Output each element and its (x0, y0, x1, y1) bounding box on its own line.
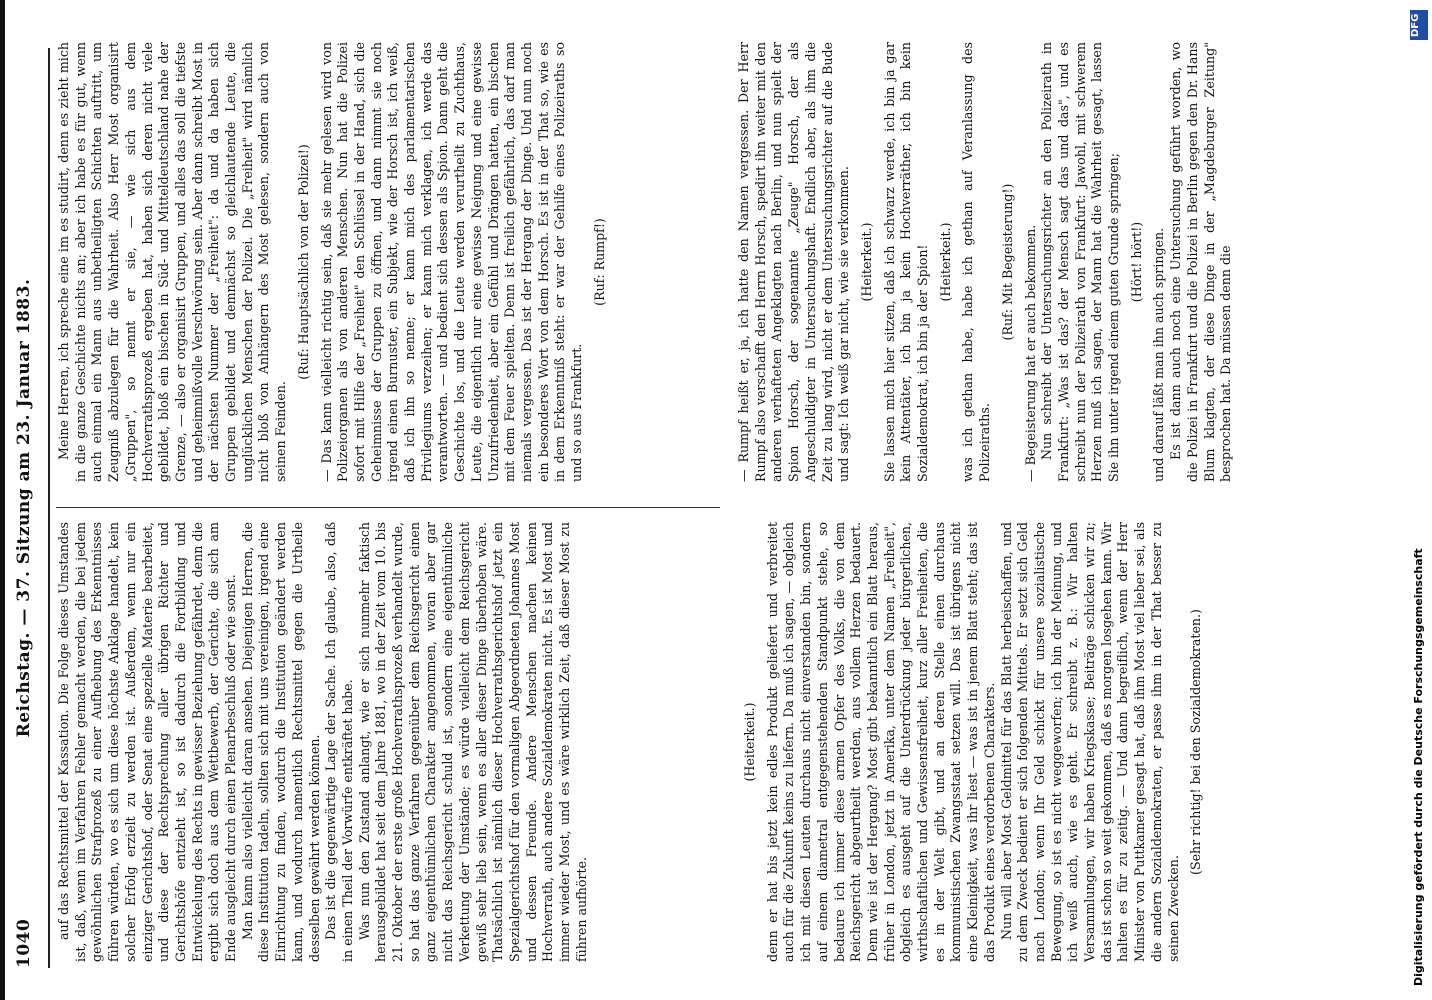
paragraph: Sie lassen mich hier sitzen, daß ich schwarz werde, ich bin ja gar kein Attentäter, ich bin ja kein Hochverräther, ich bin kein Sozialdemokrat, ich bin ja der Spion! (881, 42, 931, 482)
dfg-logo: DFG (1410, 10, 1428, 40)
paragraph: auf das Rechtsmittel der Kassation. Die Folge dieses Umstandes ist, daß, wenn im Verfahren Fehler gemacht werden, die bei jedem gewöhnlichen Strafprozeß zu einer Aufhebung des Erkenntnisses führen würden, wo es sich um diese höchste Anklage handelt, kein solcher Erfolg erzielt zu werden ist. Außerdem, wenn nur ein einziger Gerichtshof, oder Senat eine spezielle Materie bearbeitet, und diese der Rechtsprechung aller übrigen Richter und Gerichtshöfe entzieht ist, so ist dadurch die Fortbildung und Entwickelung des Rechts in gewisser Beziehung gefährdet, denn die ergibt sich doch aus dem Wettbewerb, der Gerichte, die sich am Ende ausgleicht durch einen Plenarbeschluß oder wie sonst. (56, 522, 239, 962)
paragraph: Nun schreibt der Untersuchungsrichter an den Polizeirath in Frankfurt: „Was ist das? der Mensch sagt das und das", und es schreibt nun der Polizeirath von Frankfurt: Jawohl, mit schwerem Herzen muß ich sagen, der Mann hat die Wahrheit gesagt, lassen Sie ihn unter irgend einem guten Grunde springen; (1039, 42, 1122, 482)
paragraph: was ich gethan habe, habe ich gethan auf Veranlassung des Polizeiraths. (960, 42, 993, 482)
paragraph: Meine Herren, ich spreche eine im es studirt, denn es zieht mich in die ganze Geschichte nichts an; aber ich habe es für gut, wenn auch einmal ein Mann aus unbetheiligten Schichten auftritt, um Zeugniß abzulegen für die Wahrheit. Also Herr Most organisirt „Gruppen", so nennt er sie, — wie sich aus dem Hochverrathsprozeß ergeben hat, haben sich deren nicht viele gebildet, bloß ein bischen in Süd- und Mitteldeutschland nahe der Grenze, — also er organisirt Gruppen, und alles das soll die tiefste und geheimnißvolle Verschwörung sein. Aber dann schreibt Most in der nächsten Nummer der „Freiheit": da und da haben sich Gruppen gebildet und demnächst so gleichlautende Leute, die unglücklichen Menschen der Polizei. Die „Freiheit" wird nämlich nicht bloß von Anhängern des Most gelesen, sondern auch von seinen Feinden. (56, 42, 289, 482)
paragraph: Das ist die gegenwärtige Lage der Sache. Ich glaube, also, daß in einen Theil der Vorwürfe entkräftet habe. (323, 522, 355, 962)
paragraph: Nun will aber Most Geldmittel für das Blatt herbeischaffen, und zu dem Zweck bedient er sich folgenden Mittels. Er setzt sich Geld nach London; wenn Ihr Geld schickt für unsere sozialistische Bewegung, so ist es nicht weggeworfen; ich bin der Meinung, und ich weiß auch, wie es geht. Er schreibt z. B.: Wir halten Versammlungen, wir haben Kriegskasse; Beiträge schicken wir zu; das ist schon so weit gekommen, daß es morgen losgehen kann. Wir halten es für zu zeitig. — Und dann begreiflich, wenn der Herr Minister von Puttkamer gesagt hat, daß ihm Most viel lieber sei, als die andern Sozialdemokraten, er passe ihm in der That besser zu seinen Zwecken. (998, 522, 1181, 962)
paragraph: Man kann also vielleicht daran ansehen. Diejenigen Herren, die diese Institution tadeln, sollten sich mit uns vereinigen, irgend eine Einrichtung zu finden, wodurch die Institution geändert werden kann, und wodurch namentlich Rechtsmittel gegen die Urtheile desselben gewährt werden können. (239, 522, 322, 962)
digitization-note: Digitalisierung gefördert durch die Deutsche Forschungsgemeinschaft (1412, 548, 1425, 986)
interjection: (Heiterkeit.) (937, 222, 953, 302)
paragraph: — Rumpf heißt er, ja, ich hatte den Namen vergessen. Der Herr Rumpf also verschafft den Herrn Horsch, spedirt ihn weiter mit den anderen verhafteten Angeklagten nach Berlin, und nun spielt der Spion Horsch, der sogenannte „Zeuge" Horsch, der als Angeschuldigter in Untersuchungshaft. Endlich aber, als ihm die Zeit zu lang wird, nicht er dem Untersuchungsrichter auf die Bude und sagt: Ich weiß gar nicht, wie sie verkommen. (736, 42, 852, 482)
paragraph: denn er hat bis jetzt kein edles Produkt geliefert und verbreitet auch für die Zukunft keins zu liefern. Da muß ich sagen, — obgleich ich mit diesen Leuten durchaus nicht einverstanden bin, sondern auf einem diametral entgegenstehenden Standpunkt stehe, so bedaure ich immer diese armen Opfer des Volks, die von dem Reichsgericht abgeurtheilt werden, aus vollem Herzen bedauert. Denn wie ist der Hergang? Most gibt bekanntlich ein Blatt heraus, früher in London, jetzt in Amerika, unter dem Namen „Freiheit", obgleich es ausgeht auf die Unterdrückung jeder bürgerlichen, wirthschaftlichen und Gewissensfreiheit, kurz aller Freiheiten, die es in der Welt gibt, und an deren Stelle einen durchaus kommunistischen Zwangsstaat setzen will. Das ist übrigens nicht eine Kleinigkeit, was ihr liest — was ist in jenem Blatt steht; das ist das Produkt eines verdorbenen Charakters. (764, 522, 997, 962)
paragraph: Was nun den Zustand anlangt, wie er sich nunmehr faktisch herausgebildet hat seit dem Jahre 1881, wo in der Zeit vom 10. bis 21. Oktober der erste große Hochverrathsprozeß verhandelt wurde, so hat das ganze Verfahren gegenüber dem Reichsgericht einen ganz eigenthümlichen Charakter angenommen, woran aber gar nicht das Reichsgericht schuld ist, sondern eine eigenthümliche Verkettung der Umstände; es würde vielleicht dem Reichsgericht gewiß sehr lieb sein, wenn es aller dieser Dinge überhoben wäre. Thatsächlich ist nämlich dieser Hochverrathsgerichtshof jetzt ein Spezialgerichtshof für den vormaligen Abgeordneten Johannes Most und dessen Freunde. Andere Menschen machen keinen Hochverrath, auch andere Sozialdemokraten nicht. Es ist Most und immer wieder Most, und es wäre wirklich Zeit, daß dieser Most zu führen aufhörte. (356, 522, 589, 962)
interjection: (Sehr richtig! bei den Sozialdemokraten.) (1188, 609, 1204, 875)
header-rule (48, 48, 50, 968)
interjection: (Heiterkeit.) (742, 702, 757, 782)
paragraph: und darauf läßt man ihn auch springen. (1151, 227, 1167, 482)
column-divider (56, 507, 720, 508)
paragraph: — Begeisterung hat er auch bekommen. (1022, 224, 1038, 482)
interjection: (Ruf: Hauptsächlich von der Polizei!) (295, 144, 311, 380)
page-header (14, 48, 44, 968)
running-title: Reichstag. — 37. Sitzung am 23. Januar 1883. (14, 278, 34, 738)
column-right-top (56, 42, 615, 482)
interjection: (Ruf: Mit Begeisterung!) (999, 183, 1015, 341)
paragraph: Es ist dann auch noch eine Untersuchung geführt worden, wo die Polizei in Frankfurt und die Polizei in Berlin gegen den Dr. Hans Blum klagten, der diese Dinge in der „Magdeburger Zeitung" besprochen hat. Da müssen denn die (1168, 42, 1234, 482)
interjection: (Heiterkeit.) (858, 222, 874, 302)
interjection: (Ruf: Rumpf!) (591, 218, 607, 306)
page-number: 1040 (14, 918, 34, 968)
column-right-bottom (736, 42, 1235, 482)
digitization-sidebar (1408, 10, 1430, 990)
interjection: (Hört! hört!) (1128, 221, 1144, 303)
column-left-bottom (736, 522, 1211, 962)
paragraph: — Das kann vielleicht richtig sein, daß sie mehr gelesen wird von Polizeiorganen als von anderen Menschen. Nun hat die Polizei sofort mit Hilfe der „Freiheit" den Schlüssel in der Hand, sich die Geheimnisse der Gruppen zu öffnen, und dann nimmt sie noch irgend einen Burnuster, ein Subjekt, wie der Horsch ist, ich weiß, daß ich ihn so nenne; er kann mich des parlamentarischen Privilegiums verzeihen; er kann mich verklagen, ich werde das verantworten. — und bedient sich dessen als Spion. Dann geht die Geschichte los, und die Leute werden verurtheilt zu Zuchthaus, Leute, die eigentlich nur eine gewisse Neigung und eine gewisse Unzufriedenheit, aber ein Gefühl und Drängen hatten, ein bischen mit dem Feuer spielten. Denn ist freilich gefährlich, das darf man niemals vergessen. Das ist der Hergang der Dinge. Und nun noch ein besonderes Wort von dem Horsch. Es ist in der That so, wie es in dem Erkenntniß steht: er war der Gehilfe eines Polizeiraths so und so aus Frankfurt. (318, 42, 585, 482)
column-left-top (56, 522, 591, 962)
